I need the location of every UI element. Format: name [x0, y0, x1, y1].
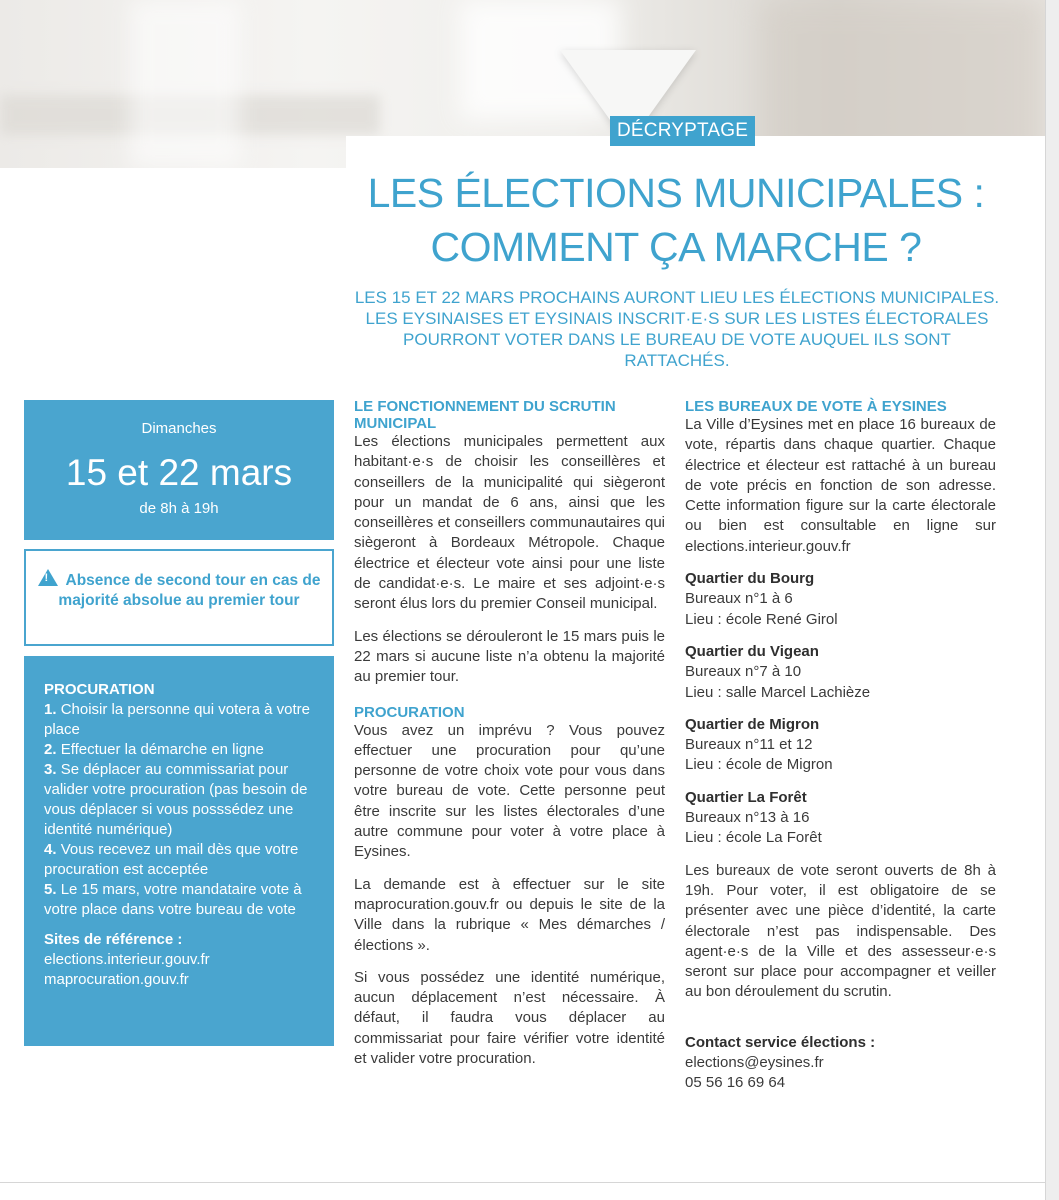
title-line-2: COMMENT ÇA MARCHE ? [430, 224, 922, 270]
references-title: Sites de référence : [44, 931, 183, 948]
date-value: 15 et 22 mars [65, 452, 293, 493]
date-hours: de 8h à 19h [139, 500, 219, 517]
paragraph: La Ville d’Eysines met en place 16 bureaux de vote, répartis dans chaque quartier. Chaque électrice et électeur est rattaché à un bureau de vote précis en fonction de son adresse. Cette information figure sur la carte électorale ou bien est consultable en ligne sur elections.interieur.gouv.fr [685, 416, 996, 555]
procuration-step: 5. Le 15 mars, votre mandataire vote à votre place dans votre bureau de vote [44, 881, 302, 918]
warning-text: Absence de second tour en cas de majorité absolue au premier tour [58, 572, 321, 609]
quartier-item: Quartier La Forêt Bureaux n°13 à 16 Lieu : école La Forêt [685, 788, 822, 847]
contact-block [685, 1033, 996, 1094]
middle-column [354, 398, 665, 1069]
paragraph: Si vous possédez une identité numérique, aucun déplacement n’est nécessaire. À défaut, il faudra vous déplacer au commissariat pour faire vérifier votre identité et valider votre procuration. [354, 968, 665, 1068]
section-tag: DÉCRYPTAGE [610, 116, 755, 146]
section-heading: PROCURATION [354, 703, 465, 721]
contact-email: elections@eysines.fr [685, 1054, 824, 1072]
procuration-step: 3. Se déplacer au commissariat pour valider votre procuration (pas besoin de vous déplacer si vous posssédez une identité numérique) [44, 761, 308, 838]
paragraph: Les élections se dérouleront le 15 mars puis le 22 mars si aucune liste n’a obtenu la majorité au premier tour. [354, 627, 665, 686]
paragraph: La demande est à effectuer sur le site maprocuration.gouv.fr ou depuis le site de la Ville dans la rubrique « Mes démarches / élections ». [354, 875, 665, 954]
contact-title: Contact service élections : [685, 1033, 876, 1051]
quartier-item: Quartier du Bourg Bureaux n°1 à 6 Lieu : école René Girol [685, 570, 838, 628]
procuration-step: 4. Vous recevez un mail dès que votre procuration est acceptée [44, 841, 299, 878]
procuration-box [24, 656, 334, 1046]
paragraph: Les élections municipales permettent aux habitant·e·s de choisir les conseillères et conseillers de la municipalité qui siègeront pour un mandat de 6 ans, ainsi que les conseillères et conseillers communautaires qui siègeront à Bordeaux Métropole. Chaque électrice et électeur vote ainsi pour une liste de candidat·e·s. Le maire et ses adjoint·e·s seront élus lors du premier Conseil municipal. [354, 433, 665, 613]
page-bottom-line [0, 1182, 1045, 1183]
quartier-item: Quartier du Vigean Bureaux n°7 à 10 Lieu : salle Marcel Lachièze [685, 642, 871, 701]
warning-box [24, 549, 334, 646]
paragraph: Vous avez un imprévu ? Vous pouvez effectuer une procuration pour qu’une personne de votre choix vote pour vous dans votre bureau de vote. Cette personne peut être inscrite sur les listes électorales d’une autre commune pour voter à votre place à Eysines. [354, 721, 665, 861]
date-label: Dimanches [141, 420, 217, 437]
procuration-step: 1. Choisir la personne qui votera à votre place [44, 701, 310, 738]
right-column [685, 398, 996, 1094]
date-box [24, 400, 334, 540]
paragraph: Les bureaux de vote seront ouverts de 8h à 19h. Pour voter, il est obligatoire de se présenter avec une pièce d’identité, la carte électorale n’est pas indispensable. Des agent·e·s de la Ville et des assesseur·e·s seront sur place pour accompagner et veiller au bon déroulement du scrutin. [685, 861, 996, 1001]
reference-link: elections.interieur.gouv.fr [44, 951, 210, 968]
page-edge [1045, 0, 1059, 1200]
contact-phone: 05 56 16 69 64 [685, 1074, 786, 1092]
section-heading: LES BUREAUX DE VOTE À EYSINES [685, 398, 947, 415]
quartier-item: Quartier de Migron Bureaux n°11 et 12 Lieu : école de Migron [685, 715, 833, 774]
section-heading: LE FONCTIONNEMENT DU SCRUTIN MUNICIPAL [354, 398, 616, 432]
intro-text: LES 15 ET 22 MARS PROCHAINS AURONT LIEU LES ÉLECTIONS MUNICIPALES. LES EYSINAISES ET EYSINAIS INSCRIT·E·S SUR LES LISTES ÉLECTORALES POURRONT VOTER DANS LE BUREAU DE VOTE AUQUEL ILS SONT RATTACHÉS. [354, 288, 1000, 370]
page-title [346, 166, 1006, 274]
procuration-title: PROCURATION [44, 681, 155, 698]
procuration-step: 2. Effectuer la démarche en ligne [44, 741, 264, 758]
reference-link: maprocuration.gouv.fr [44, 971, 189, 988]
title-line-1: LES ÉLECTIONS MUNICIPALES : [367, 170, 985, 216]
warning-icon [38, 569, 58, 586]
